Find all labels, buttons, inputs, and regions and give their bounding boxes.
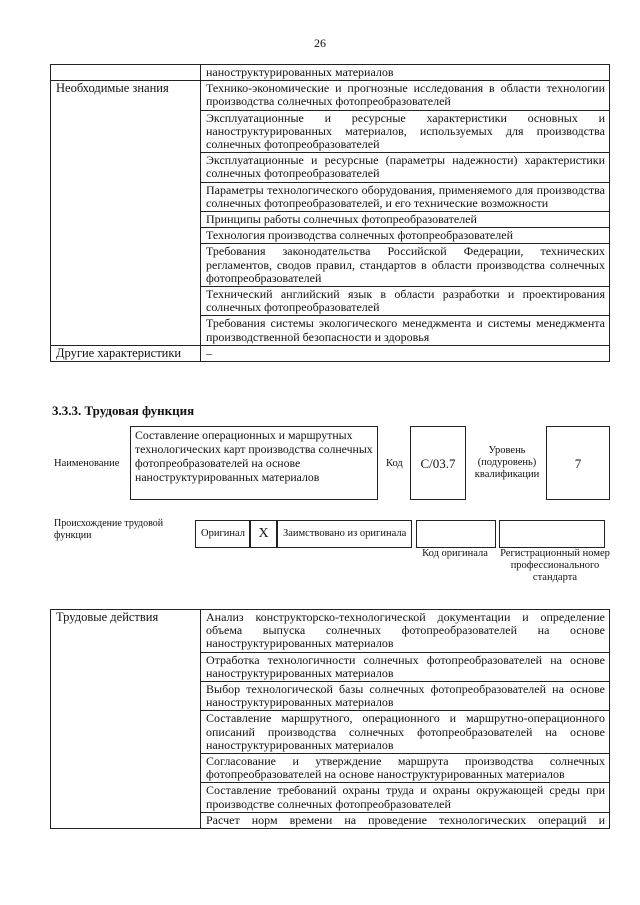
page-number: 26 [314,36,326,50]
reg-number-caption: Регистрационный номер профессионального стандарта [500,548,610,583]
knowledge-fragment: наноструктурированных материалов [201,65,610,81]
name-label: Наименование [54,458,120,469]
action-item: Анализ конструкторско-технологической документации и определение объема выпуска солнечных фотопреобразователей на основе наноструктурированных материалов [201,610,610,653]
knowledge-item: Технико-экономические и прогнозные исследования в области технологии производства солнечных фотопреобразователей [201,81,610,110]
knowledge-item: Требования законодательства Российской Федерации, технических регламентов, сводов правил, стандартов в области производства солнечных фотопреобразователей [201,244,610,287]
knowledge-label: Необходимые знания [51,81,201,346]
original-label: Оригинал [195,520,250,548]
origin-label: Происхождение трудовой функции [54,518,164,541]
original-mark: X [250,520,277,548]
action-item: Составление маршрутного, операционного и маршрутно-операционного описаний производства солнечных фотопреобразователей на основе наноструктурированных материалов [201,711,610,754]
actions-table [50,609,610,829]
action-item: Выбор технологической базы солнечных фотопреобразователей на основе наноструктурированных материалов [201,682,610,711]
section-title: 3.3.3. Трудовая функция [52,403,195,418]
empty-label-cell [51,65,201,81]
action-item: Расчет норм времени на проведение технологических операций и [201,812,610,828]
knowledge-item: Технический английский язык в области разработки и проектирования солнечных фотопреобразователей [201,287,610,316]
knowledge-table [50,64,610,362]
qualification-level-value: 7 [546,426,610,500]
action-item: Составление требований охраны труда и охраны окружающей среды при производстве солнечных фотопреобразователей [201,783,610,812]
other-characteristics-label: Другие характеристики [51,345,201,361]
function-code: С/03.7 [410,426,466,500]
actions-label: Трудовые действия [51,610,201,829]
knowledge-item: Технология производства солнечных фотопреобразователей [201,228,610,244]
knowledge-item: Эксплуатационные и ресурсные характеристики основных и наноструктурированных материалов, используемых для производства солнечных фотопреобразователей [201,110,610,153]
other-characteristics-value: – [201,345,610,361]
function-name: Составление операционных и маршрутных технологических карт производства солнечных фотопреобразователей на основе наноструктурированных материалов [130,426,378,500]
knowledge-item: Параметры технологического оборудования, применяемого для производства солнечных фотопреобразователей, и его технические возможности [201,182,610,211]
code-original-cell [416,520,496,548]
knowledge-item: Принципы работы солнечных фотопреобразователей [201,212,610,228]
code-label: Код [386,458,403,469]
action-item: Согласование и утверждение маршрута производства солнечных фотопреобразователей на основе наноструктурированных материалов [201,754,610,783]
knowledge-item: Требования системы экологического менеджмента и системы менеджмента производственной безопасности и здоровья [201,316,610,345]
reg-number-cell [499,520,605,548]
action-item: Отработка технологичности солнечных фотопреобразователей на основе наноструктурированных материалов [201,652,610,681]
code-original-caption: Код оригинала [422,548,488,559]
knowledge-item: Эксплуатационные и ресурсные (параметры надежности) характеристики солнечных фотопреобразователей [201,153,610,182]
borrowed-label: Заимствовано из оригинала [277,520,412,548]
qualification-level-label: Уровень (подуровень) квалификации [474,445,540,480]
